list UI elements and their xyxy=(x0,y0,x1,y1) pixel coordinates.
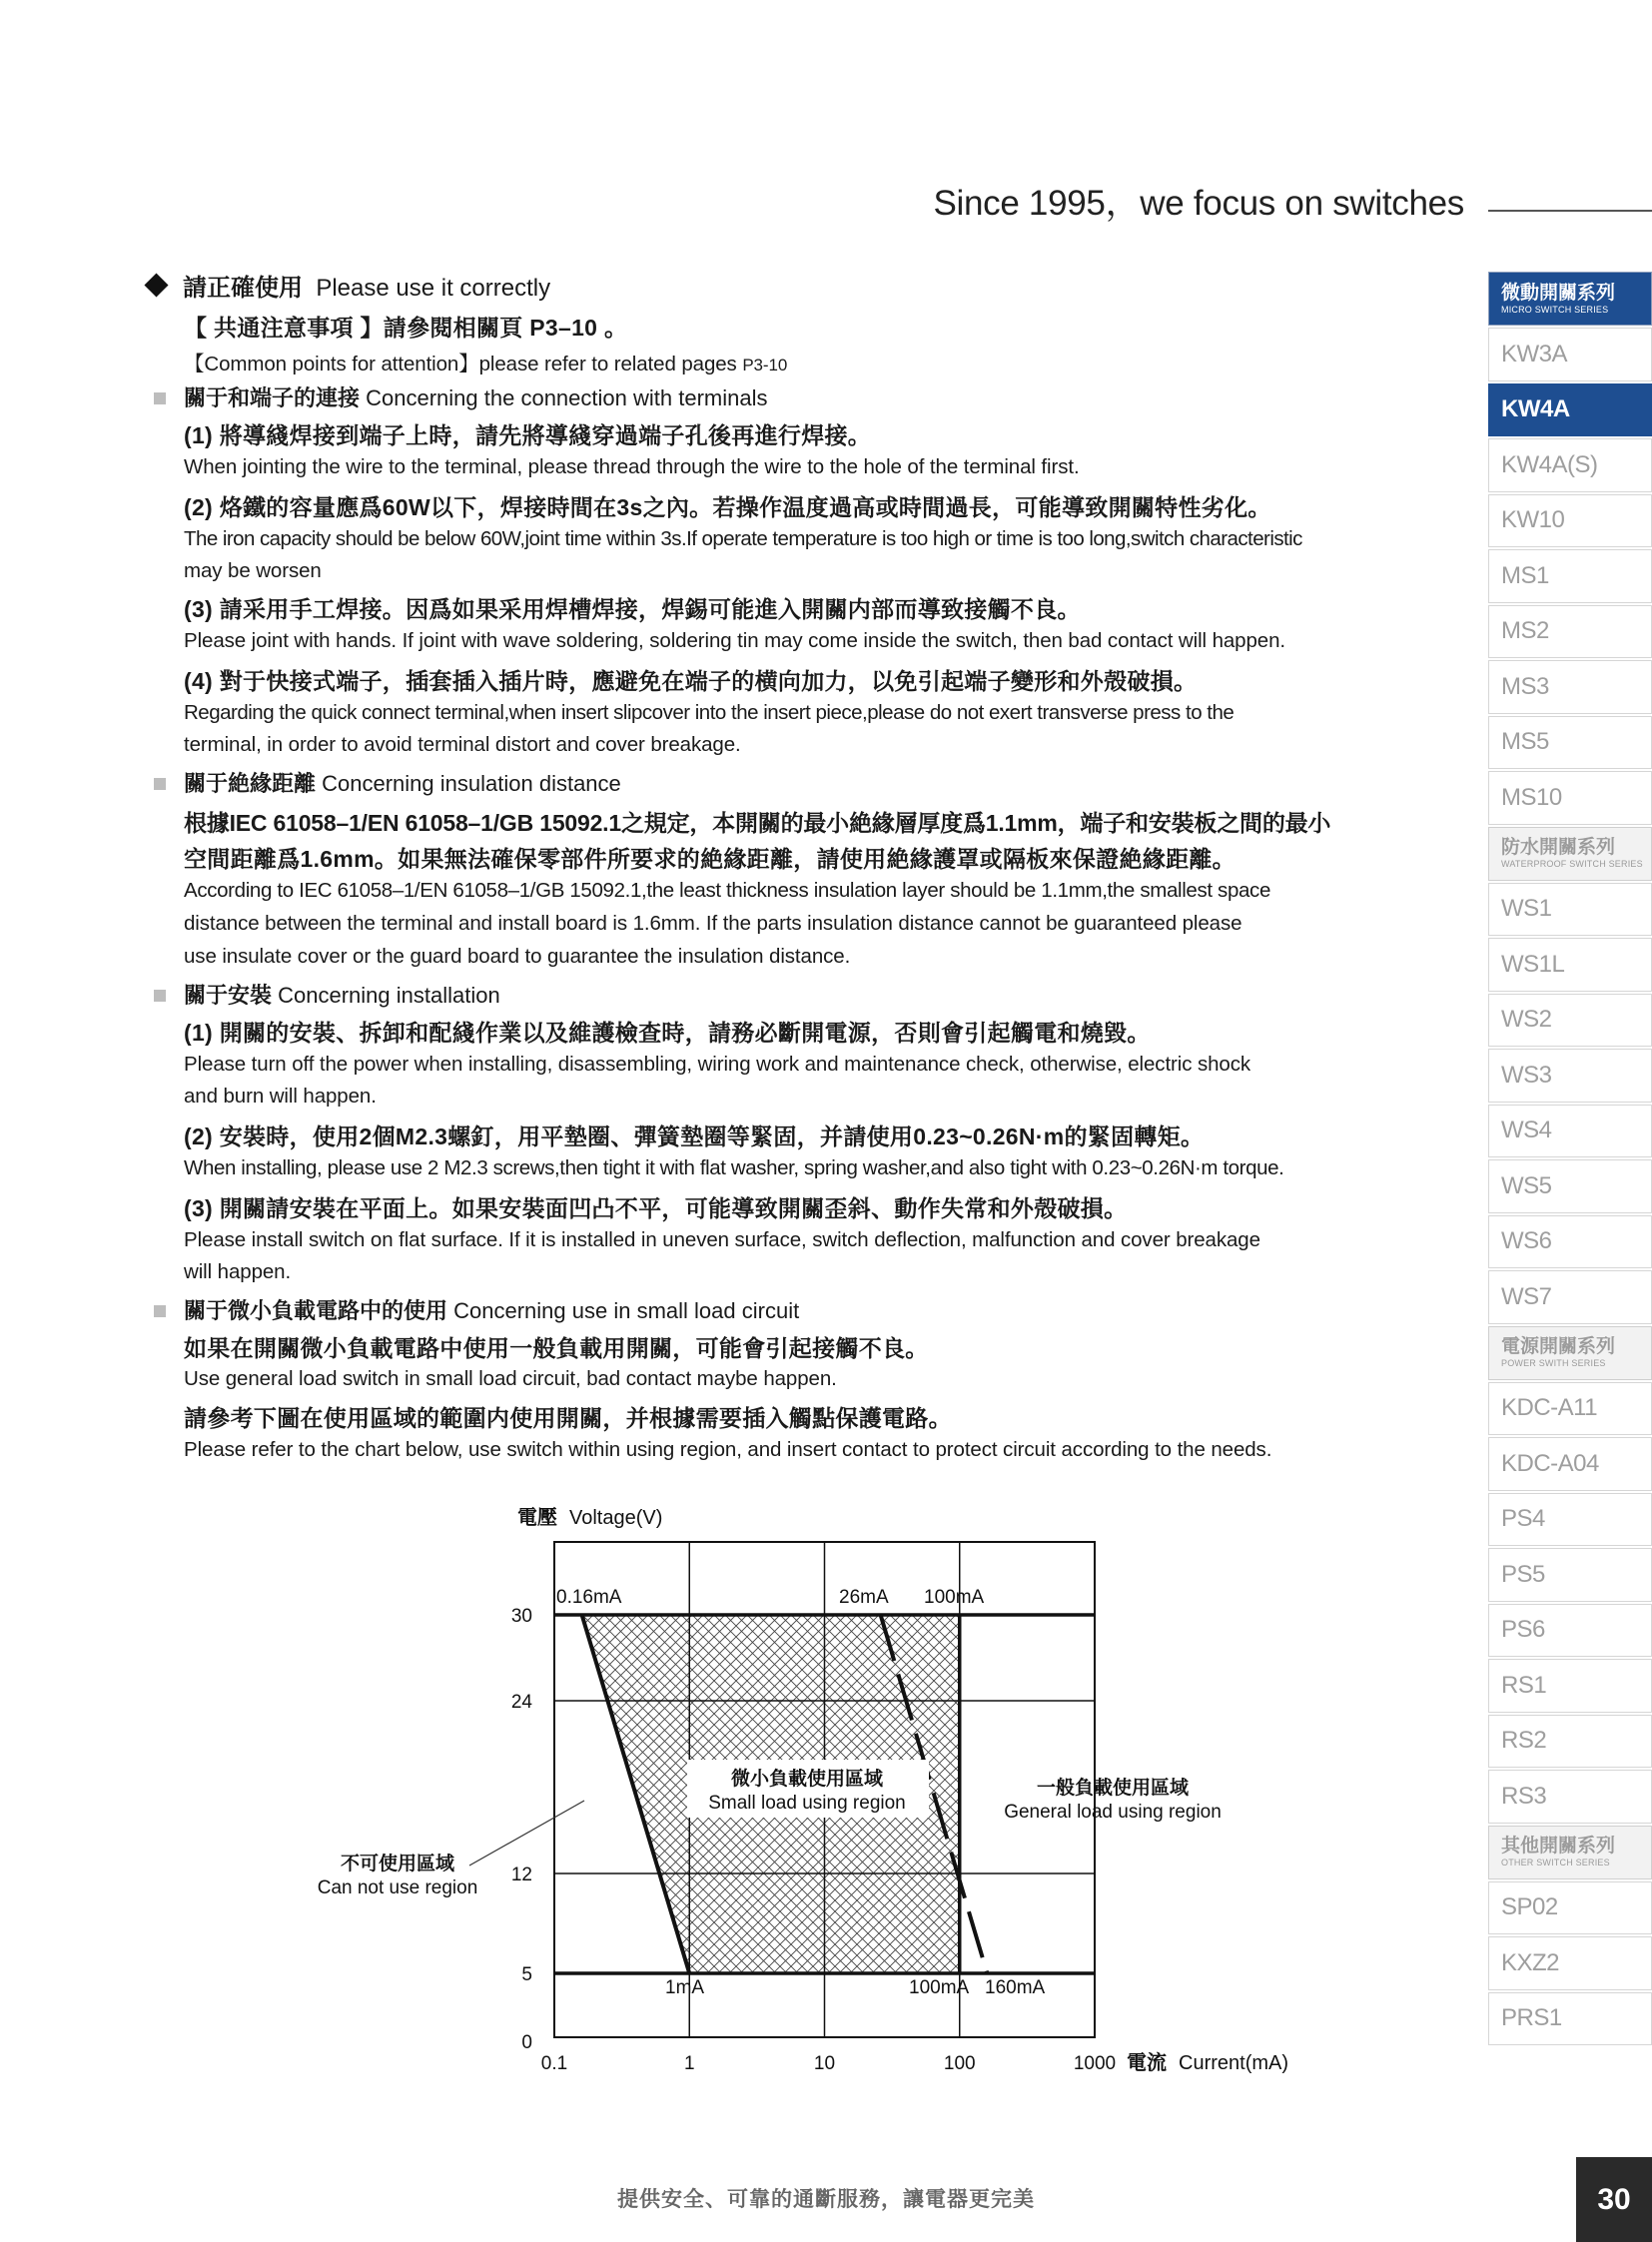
installation-title-en: Concerning installation xyxy=(278,983,500,1008)
current-annotation: 1mA xyxy=(665,1977,705,1998)
insulation-title-en: Concerning insulation distance xyxy=(322,771,621,796)
no-use-label-cn: 不可使用區域 xyxy=(340,1854,455,1874)
sidebar-item-ws7[interactable]: WS7 xyxy=(1488,1270,1652,1324)
small-load-label-en: Small load using region xyxy=(708,1793,906,1814)
sidebar-item-kw3a[interactable]: KW3A xyxy=(1488,328,1652,381)
terminals-2-en-b: may be worsen xyxy=(184,559,322,582)
current-annotation: 160mA xyxy=(985,1977,1046,1998)
sidebar-group-en: POWER SWITH SERIES xyxy=(1501,1358,1606,1368)
installation-2-en: When installing, please use 2 M2.3 screws,then tight it with flat washer, spring washer,and also tight with 0.23~0.26N·m torque. xyxy=(184,1156,1284,1179)
x-tick-label: 10 xyxy=(813,2053,836,2074)
x-tick-label: 1000 xyxy=(1073,2053,1117,2074)
insulation-title-cn: 關于絶緣距離 xyxy=(184,771,317,796)
installation-1-en-a: Please turn off the power when installing, disassembling, wiring work and maintenance check, otherwise, electric shock xyxy=(184,1053,1251,1076)
common-note-en-text: 【Common points for attention】please refer to related pages xyxy=(184,353,737,375)
terminals-4-en-a: Regarding the quick connect terminal,when insert slipcover into the insert piece,please do not exert transverse press to the xyxy=(184,701,1235,724)
y-tick-label: 30 xyxy=(510,1606,532,1627)
sidebar-item-ms10[interactable]: MS10 xyxy=(1488,771,1652,825)
terminals-1-en: When jointing the wire to the terminal, please thread through the wire to the hole of the terminal first. xyxy=(184,455,1080,478)
insulation-en-c: use insulate cover or the guard board to guarantee the insulation distance. xyxy=(184,945,851,968)
sidebar-item-kw4a[interactable]: KW4A xyxy=(1488,383,1652,437)
sidebar-group-cn: 電源開關系列 xyxy=(1501,1336,1616,1357)
sidebar-item-ms2[interactable]: MS2 xyxy=(1488,605,1652,659)
sidebar-item-rs1[interactable]: RS1 xyxy=(1488,1659,1652,1713)
sidebar-item-ws3[interactable]: WS3 xyxy=(1488,1049,1652,1103)
sidebar-group-en: OTHER SWITCH SERIES xyxy=(1501,1858,1610,1868)
sidebar-item-ms5[interactable]: MS5 xyxy=(1488,716,1652,770)
sidebar-group-en: MICRO SWITCH SERIES xyxy=(1501,304,1609,315)
small-load-1-cn: 如果在開關微小負載電路中使用一般負載用開關，可能會引起接觸不良。 xyxy=(184,1335,929,1361)
small-load-label-cn: 微小負載使用區域 xyxy=(730,1769,884,1790)
y-tick-label: 12 xyxy=(510,1865,532,1885)
y-axis-label-en: Voltage(V) xyxy=(569,1507,663,1529)
sidebar-item-ps5[interactable]: PS5 xyxy=(1488,1548,1652,1602)
terminals-3-cn: (3) 請采用手工焊接。因爲如果采用焊槽焊接，焊錫可能進入開關内部而導致接觸不良。 xyxy=(184,596,1081,622)
insulation-cn-b: 空間距離爲1.6mm。如果無法確保零部件所要求的絶緣距離，請使用絶緣護罩或隔板來保證絶緣距離。 xyxy=(184,846,1236,872)
installation-3-cn: (3) 開關請安裝在平面上。如果安裝面凹凸不平，可能導致開關歪斜、動作失常和外殻破損。 xyxy=(184,1195,1128,1221)
sidebar-item-ms3[interactable]: MS3 xyxy=(1488,660,1652,714)
terminals-4-en-b: terminal, in order to avoid terminal distort and cover breakage. xyxy=(184,733,741,756)
small-load-title-en: Concerning use in small load circuit xyxy=(453,1298,800,1323)
small-load-2-en: Please refer to the chart below, use switch within using region, and insert contact to protect circuit according to the needs. xyxy=(184,1438,1272,1461)
y-tick-label: 5 xyxy=(521,1964,532,1985)
small-load-1-en: Use general load switch in small load circuit, bad contact maybe happen. xyxy=(184,1367,837,1390)
terminals-1-cn: (1) 將導綫焊接到端子上時，請先將導綫穿過端子孔後再進行焊接。 xyxy=(184,422,872,448)
current-annotation: 100mA xyxy=(924,1587,985,1608)
sidebar-item-ws5[interactable]: WS5 xyxy=(1488,1159,1652,1213)
installation-3-en-b: will happen. xyxy=(184,1260,292,1283)
footer-slogan: 提供安全、可靠的通斷服務，讓電器更完美 xyxy=(617,2188,1035,2211)
sidebar-item-kw10[interactable]: KW10 xyxy=(1488,494,1652,548)
general-load-label-cn: 一般負載使用區域 xyxy=(1036,1778,1190,1799)
installation-2-cn: (2) 安裝時，使用2個M2.3螺釘，用平墊圈、彈簧墊圈等緊固，并請使用0.23~0.26N·m的緊固轉矩。 xyxy=(184,1123,1205,1149)
x-tick-label: 0.1 xyxy=(540,2053,568,2074)
title-cn: 請正確使用 xyxy=(183,275,303,302)
small-load-title-cn: 關于微小負載電路中的使用 xyxy=(184,1298,448,1323)
current-annotation: 26mA xyxy=(839,1587,889,1608)
installation-3-en-a: Please install switch on flat surface. If it is installed in uneven surface, switch deflection, malfunction and cover breakage xyxy=(184,1228,1260,1251)
x-tick-label: 100 xyxy=(943,2053,976,2074)
small-load-2-cn: 請參考下圖在使用區域的範圍内使用開關，并根據需要插入觸點保護電路。 xyxy=(184,1405,952,1431)
insulation-en-b: distance between the terminal and install board is 1.6mm. If the parts insulation distance cannot be guaranteed please xyxy=(184,912,1242,935)
terminals-2-cn: (2) 烙鐵的容量應爲60W以下，焊接時間在3s之內。若操作温度過高或時間過長，可能導致開關特性劣化。 xyxy=(184,494,1271,520)
sidebar-item-kxz2[interactable]: KXZ2 xyxy=(1488,1936,1652,1990)
no-use-leader-line xyxy=(469,1801,584,1866)
y-axis-label-cn: 電壓 xyxy=(517,1507,557,1529)
sidebar-group-cn: 其他開關系列 xyxy=(1501,1836,1616,1857)
sidebar-item-ws1[interactable]: WS1 xyxy=(1488,883,1652,937)
y-tick-label: 24 xyxy=(510,1692,532,1713)
x-axis-label-en: Current(mA) xyxy=(1179,2052,1289,2074)
terminals-2-en-a: The iron capacity should be below 60W,joint time within 3s.If operate temperature is too high or time is too long,switch characteristic xyxy=(184,527,1302,550)
sidebar-item-ms1[interactable]: MS1 xyxy=(1488,549,1652,603)
y-tick-label: 0 xyxy=(521,2032,532,2053)
sidebar-group-cn: 微動開關系列 xyxy=(1501,282,1616,304)
sidebar-group-en: WATERPROOF SWITCH SERIES xyxy=(1501,859,1643,869)
sidebar-item-rs2[interactable]: RS2 xyxy=(1488,1715,1652,1769)
sidebar-item-ws6[interactable]: WS6 xyxy=(1488,1215,1652,1269)
page-number: 30 xyxy=(1576,2157,1652,2242)
sidebar-item-ws4[interactable]: WS4 xyxy=(1488,1105,1652,1158)
terminals-title-cn: 關于和端子的連接 xyxy=(184,385,361,410)
installation-1-en-b: and burn will happen. xyxy=(184,1085,377,1108)
sidebar-item-prs1[interactable]: PRS1 xyxy=(1488,1992,1652,2046)
terminals-title-en: Concerning the connection with terminals xyxy=(366,385,768,410)
sidebar-item-kdc-a11[interactable]: KDC-A11 xyxy=(1488,1382,1652,1436)
title-en: Please use it correctly xyxy=(316,275,551,302)
sidebar-item-ps6[interactable]: PS6 xyxy=(1488,1604,1652,1658)
sidebar-item-rs3[interactable]: RS3 xyxy=(1488,1770,1652,1824)
x-axis-label-cn: 電流 xyxy=(1127,2052,1167,2074)
sidebar-item-ws2[interactable]: WS2 xyxy=(1488,994,1652,1048)
installation-title-cn: 關于安裝 xyxy=(184,983,273,1008)
sidebar-item-kw4a-s-[interactable]: KW4A(S) xyxy=(1488,438,1652,492)
current-annotation: 100mA xyxy=(909,1977,970,1998)
sidebar-item-ps4[interactable]: PS4 xyxy=(1488,1493,1652,1547)
sidebar-item-ws1l[interactable]: WS1L xyxy=(1488,938,1652,992)
common-note-pages: P3-10 xyxy=(742,356,788,374)
sidebar-group-cn: 防水開關系列 xyxy=(1501,837,1616,858)
sidebar-item-kdc-a04[interactable]: KDC-A04 xyxy=(1488,1437,1652,1491)
x-tick-label: 1 xyxy=(683,2053,695,2074)
terminals-4-cn: (4) 對于快接式端子，插套插入插片時，應避免在端子的横向加力，以免引起端子變形和外殻破損。 xyxy=(184,668,1198,694)
terminals-3-en: Please joint with hands. If joint with wave soldering, soldering tin may come inside the switch, then bad contact will happen. xyxy=(184,629,1285,652)
insulation-en-a: According to IEC 61058–1/EN 61058–1/GB 15092.1,the least thickness insulation layer should be 1.1mm,the smallest space xyxy=(184,879,1271,902)
sidebar-item-sp02[interactable]: SP02 xyxy=(1488,1881,1652,1935)
no-use-label-en: Can not use region xyxy=(317,1877,478,1898)
header-title: Since 1995，we focus on switches xyxy=(933,184,1464,223)
general-load-label-en: General load using region xyxy=(1004,1802,1222,1823)
installation-1-cn: (1) 開關的安裝、拆卸和配綫作業以及維護檢查時，請務必斷開電源，否則會引起觸電和燒毀。 xyxy=(184,1020,1151,1046)
current-annotation: 0.16mA xyxy=(556,1587,622,1608)
insulation-cn-a: 根據IEC 61058–1/EN 61058–1/GB 15092.1之規定，本開關的最小絶緣層厚度爲1.1mm，端子和安裝板之間的最小 xyxy=(184,810,1331,836)
common-note-cn: 【 共通注意事項 】請參閱相關頁 P3–10 。 xyxy=(184,315,628,341)
